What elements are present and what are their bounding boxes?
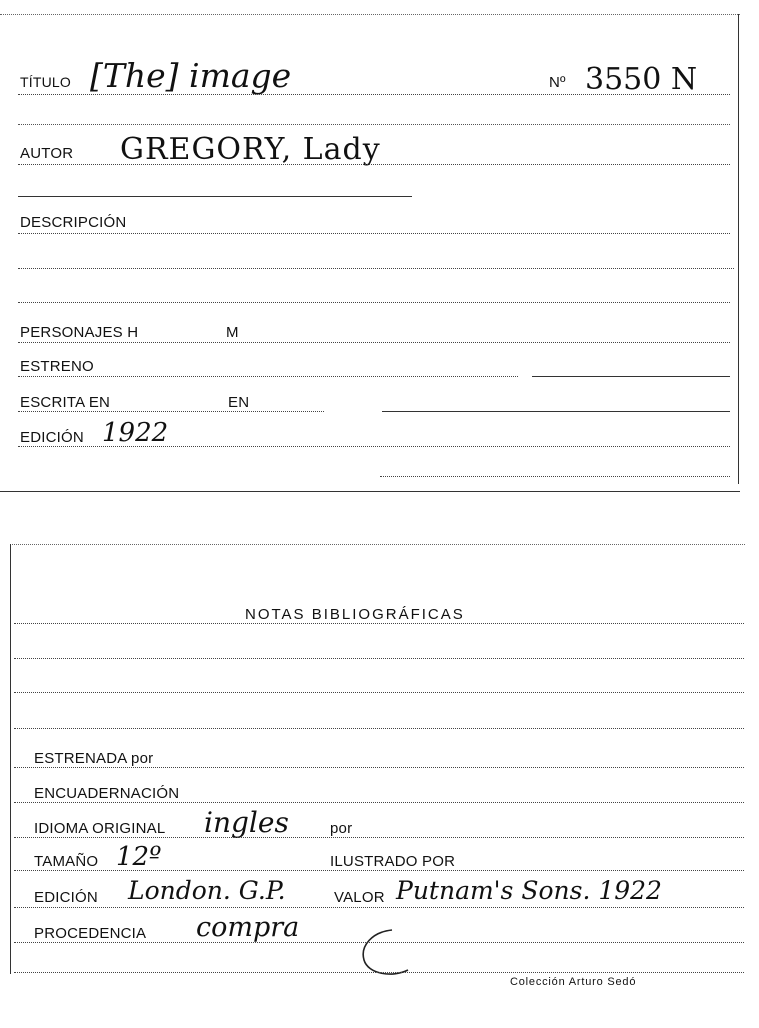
titulo-line <box>18 94 730 95</box>
encuadernacion-label: ENCUADERNACIÓN <box>34 785 180 802</box>
descripcion-line <box>18 268 734 269</box>
tamano-line <box>14 870 744 871</box>
autor-value: GREGORY, Lady <box>120 132 381 167</box>
blank-line <box>380 476 730 477</box>
estrenada-label: ESTRENADA por <box>34 750 154 767</box>
idioma-label: IDIOMA ORIGINAL <box>34 820 166 837</box>
descripcion-label: DESCRIPCIÓN <box>20 214 127 231</box>
procedencia-value: compra <box>196 912 300 943</box>
edicion-line <box>14 907 744 908</box>
estrenada-line <box>14 767 744 768</box>
procedencia-label: PROCEDENCIA <box>34 925 147 942</box>
card-top-border <box>10 544 745 545</box>
card-left-border <box>10 544 11 974</box>
idioma-line <box>14 837 744 838</box>
edicion-label: EDICIÓN <box>20 429 84 446</box>
rule-line <box>18 196 412 197</box>
personajes-m-label: M <box>226 324 239 341</box>
estreno-label: ESTRENO <box>20 358 94 375</box>
idioma-por-label: por <box>330 820 353 837</box>
tamano-value: 12º <box>116 842 162 872</box>
escrita-line-right <box>382 411 730 412</box>
personajes-label: PERSONAJES H <box>20 324 139 341</box>
notas-line <box>14 658 744 659</box>
escrita-en-label: EN <box>228 394 250 411</box>
edicion-value-b: Putnam's Sons. 1922 <box>396 876 662 905</box>
card-bottom-border <box>0 491 740 492</box>
notas-line <box>14 623 744 624</box>
bottom-line <box>14 972 744 973</box>
numero-label: Nº <box>549 74 566 91</box>
titulo-value: [The] image <box>90 56 292 95</box>
card-right-border <box>738 14 739 484</box>
descripcion-line <box>18 302 730 303</box>
notas-heading: NOTAS BIBLIOGRÁFICAS <box>245 606 465 623</box>
estreno-line-right <box>532 376 730 377</box>
personajes-line <box>18 342 730 343</box>
edicion-line <box>18 446 730 447</box>
card-top-border <box>0 14 740 15</box>
numero-value: 3550 N <box>585 62 698 97</box>
autor-label: AUTOR <box>20 145 74 162</box>
autor-line <box>18 164 730 165</box>
idioma-value: ingles <box>204 806 289 839</box>
tamano-label: TAMAÑO <box>34 853 99 870</box>
titulo-label: TÍTULO <box>20 74 71 90</box>
estreno-line <box>18 376 518 377</box>
notas-line <box>14 692 744 693</box>
edicion-value: 1922 <box>102 418 169 448</box>
descripcion-line <box>18 233 730 234</box>
valor-label: VALOR <box>334 889 385 906</box>
ilustrado-label: ILUSTRADO POR <box>330 853 456 870</box>
escrita-label: ESCRITA EN <box>20 394 111 411</box>
escrita-line <box>18 411 324 412</box>
coleccion-stamp: Colección Arturo Sedó <box>510 976 637 988</box>
encuadernacion-line <box>14 802 744 803</box>
edicion-value-a: London. G.P. <box>128 876 286 905</box>
notas-line <box>14 728 744 729</box>
rule-line <box>18 124 730 125</box>
edicion-label: EDICIÓN <box>34 889 98 906</box>
